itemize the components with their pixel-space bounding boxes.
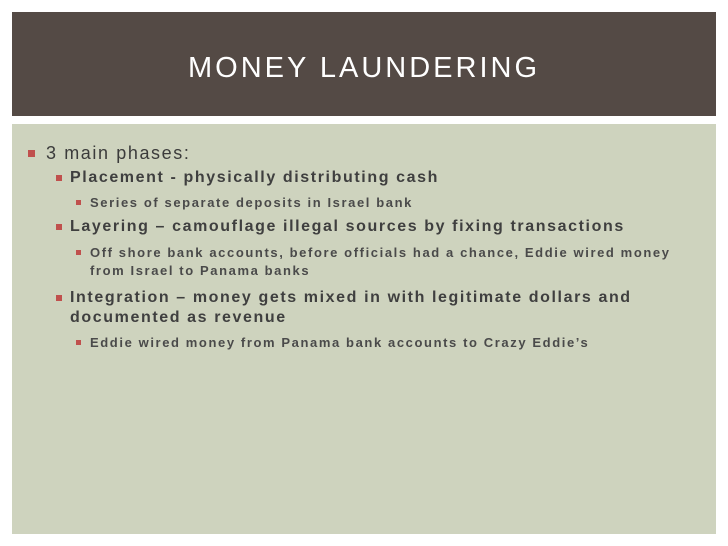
- bullet-text: Series of separate deposits in Israel bank: [90, 195, 413, 210]
- bullet-item-level2: [56, 288, 656, 328]
- bullet-text: Eddie wired money from Panama bank accounts to Crazy Eddie’s: [90, 335, 590, 350]
- square-bullet-icon: [76, 200, 81, 205]
- bullet-item-level2: [56, 217, 696, 237]
- bullet-item-level1: [28, 142, 698, 164]
- bullet-text: Layering – camouflage illegal sources by fixing transactions: [70, 218, 625, 235]
- title-bar: [12, 12, 716, 116]
- square-bullet-icon: [56, 295, 62, 301]
- slide-title: MONEY LAUNDERING: [187, 51, 541, 84]
- bullet-item-level2: [56, 168, 696, 188]
- square-bullet-icon: [56, 175, 62, 181]
- bullet-text: Placement - physically distributing cash: [70, 169, 439, 186]
- bullet-text: Off shore bank accounts, before officials had a chance, Eddie wired money from Israel to Panama banks: [90, 245, 671, 278]
- bullet-text: Integration – money gets mixed in with legitimate dollars and documented as revenue: [70, 289, 632, 326]
- content-area: [12, 124, 716, 534]
- bullet-item-level3: [76, 194, 696, 212]
- bullet-item-level3: [76, 244, 702, 280]
- square-bullet-icon: [28, 150, 35, 157]
- square-bullet-icon: [76, 340, 81, 345]
- square-bullet-icon: [76, 250, 81, 255]
- bullet-item-level3: [76, 334, 696, 352]
- bullet-text: 3 main phases:: [46, 143, 191, 163]
- square-bullet-icon: [56, 224, 62, 230]
